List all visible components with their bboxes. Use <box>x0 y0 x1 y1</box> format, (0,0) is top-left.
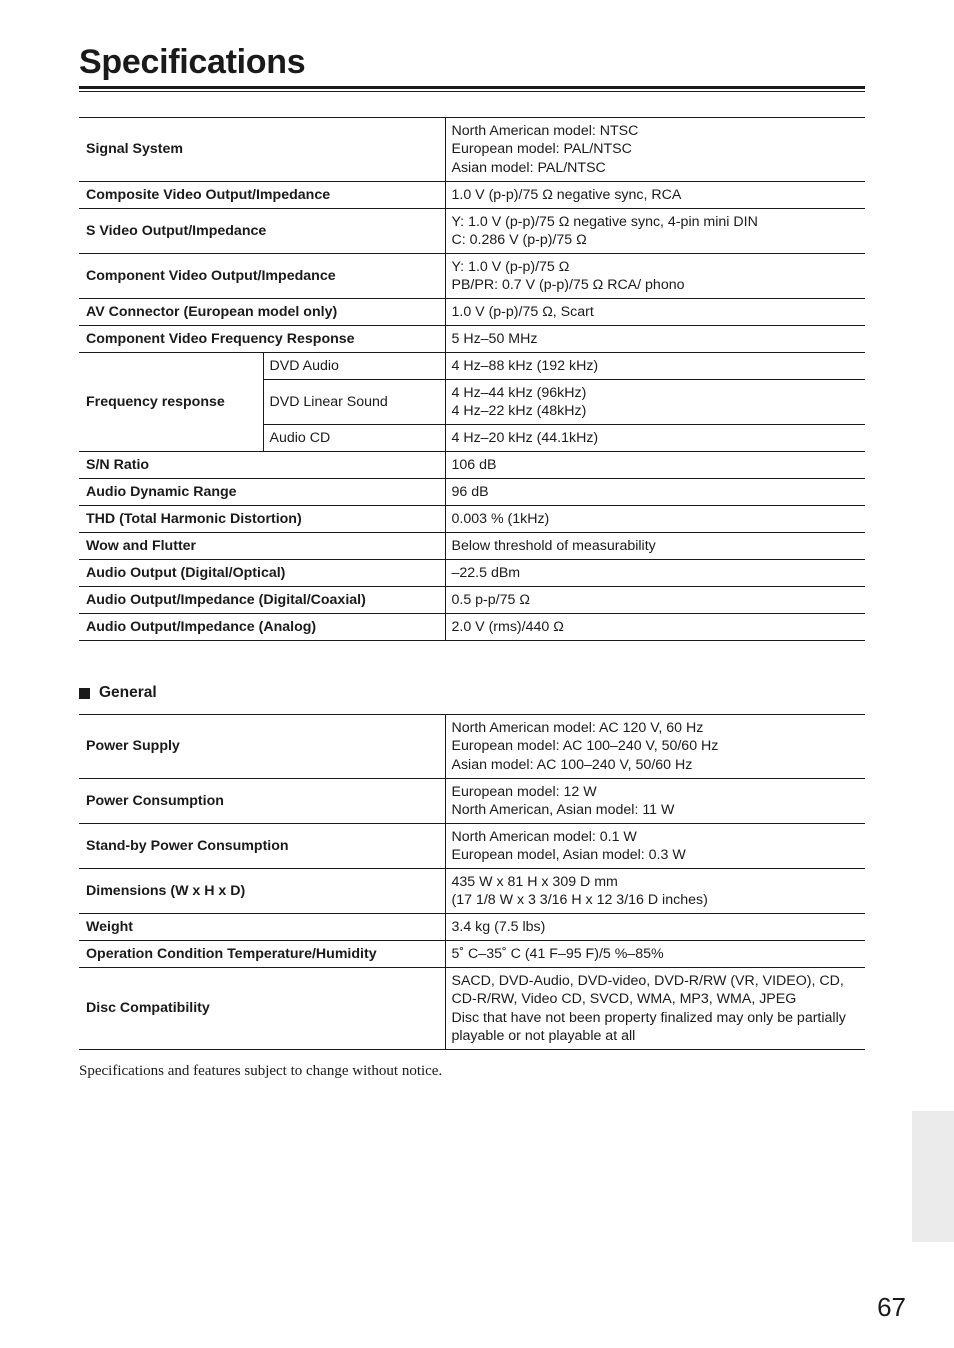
spec-row <box>79 118 865 182</box>
spec-value <box>445 869 865 914</box>
spec-value <box>445 968 865 1050</box>
spec-value <box>445 587 865 614</box>
spec-row <box>79 254 865 299</box>
spec-value-line: 4 Hz–20 kHz (44.1kHz) <box>451 429 599 446</box>
spec-label: AV Connector (European model only) <box>79 299 445 326</box>
spec-value-line: 5˚ C–35˚ C (41 F–95 F)/5 %–85% <box>451 945 664 962</box>
title-rule <box>79 86 865 92</box>
spec-value <box>445 209 865 254</box>
general-specifications-table <box>79 714 865 1050</box>
spec-value-line: 4 Hz–22 kHz (48kHz) <box>451 403 587 419</box>
spec-label: Weight <box>79 914 445 941</box>
spec-label: Component Video Frequency Response <box>79 326 445 353</box>
spec-value-line: 4 Hz–44 kHz (96kHz) <box>451 384 587 401</box>
spec-label: Signal System <box>79 118 445 182</box>
spec-value-line: –22.5 dBm <box>451 564 521 581</box>
spec-label: Audio Output/Impedance (Analog) <box>79 614 445 641</box>
spec-row <box>79 326 865 353</box>
spec-label: Power Consumption <box>79 779 445 824</box>
spec-value-line: European model, Asian model: 0.3 W <box>451 847 686 863</box>
spec-value-line: C: 0.286 V (p-p)/75 Ω <box>451 232 587 248</box>
spec-row <box>79 182 865 209</box>
spec-row <box>79 299 865 326</box>
spec-value-line: SACD, DVD-Audio, DVD-video, DVD-R/RW (VR, VIDEO), CD, <box>451 973 844 990</box>
spec-value-line: Disc that have not been property finalized may only be partially <box>451 1009 846 1026</box>
spec-label: Audio Dynamic Range <box>79 479 445 506</box>
spec-value <box>445 506 865 533</box>
spec-value-line: 4 Hz–88 kHz (192 kHz) <box>451 357 599 374</box>
spec-value-line: Below threshold of measurability <box>451 537 656 554</box>
spec-value-line: 0.003 % (1kHz) <box>451 510 550 527</box>
spec-value-line: CD-R/RW, Video CD, SVCD, WMA, MP3, WMA, JPEG <box>451 991 797 1008</box>
spec-label: S Video Output/Impedance <box>79 209 445 254</box>
spec-row <box>79 715 865 779</box>
general-section-heading <box>79 683 157 703</box>
spec-label: Frequency response <box>79 353 263 452</box>
spec-value-line: (17 1/8 W x 3 3/16 H x 12 3/16 D inches) <box>451 892 708 908</box>
footnote: Specifications and features subject to change without notice. <box>79 1063 443 1079</box>
spec-value <box>445 118 865 182</box>
spec-value <box>445 533 865 560</box>
spec-row <box>79 914 865 941</box>
spec-value <box>445 914 865 941</box>
spec-value <box>445 425 865 452</box>
page-title: Specifications <box>79 43 306 81</box>
spec-value <box>445 182 865 209</box>
spec-value <box>445 779 865 824</box>
spec-value-line: North American model: NTSC <box>451 123 639 140</box>
spec-value-line: Y: 1.0 V (p-p)/75 Ω <box>451 258 570 275</box>
spec-row <box>79 533 865 560</box>
spec-value <box>445 560 865 587</box>
spec-value-line: Asian model: PAL/NTSC <box>451 159 606 176</box>
spec-row <box>79 779 865 824</box>
spec-value-line: European model: AC 100–240 V, 50/60 Hz <box>451 738 719 755</box>
spec-value-line: North American model: AC 120 V, 60 Hz <box>451 720 704 737</box>
spec-value-line: PB/PR: 0.7 V (p-p)/75 Ω RCA/ phono <box>451 277 685 293</box>
spec-label: Component Video Output/Impedance <box>79 254 445 299</box>
spec-row <box>79 968 865 1050</box>
spec-sub-label: Audio CD <box>263 425 445 452</box>
spec-label: Power Supply <box>79 715 445 779</box>
spec-value-line: playable or not playable at all <box>451 1027 636 1044</box>
spec-value-line: European model: 12 W <box>451 783 597 800</box>
spec-value <box>445 254 865 299</box>
spec-row <box>79 353 865 380</box>
spec-value-line: European model: PAL/NTSC <box>451 141 632 158</box>
spec-value-line: 5 Hz–50 MHz <box>451 330 538 347</box>
square-bullet-icon <box>79 688 90 699</box>
spec-sub-label: DVD Audio <box>263 353 445 380</box>
spec-value <box>445 614 865 641</box>
spec-value-line: 435 W x 81 H x 309 D mm <box>451 873 618 890</box>
spec-label: Stand-by Power Consumption <box>79 824 445 869</box>
spec-value-line: North American model: 0.1 W <box>451 828 637 845</box>
spec-label: Wow and Flutter <box>79 533 445 560</box>
spec-row <box>79 824 865 869</box>
spec-row <box>79 587 865 614</box>
spec-value <box>445 380 865 425</box>
spec-value-line: 106 dB <box>451 456 497 473</box>
spec-label: Dimensions (W x H x D) <box>79 869 445 914</box>
side-tab <box>912 1111 954 1242</box>
spec-row <box>79 506 865 533</box>
spec-label: S/N Ratio <box>79 452 445 479</box>
spec-value-line: 96 dB <box>451 483 489 500</box>
spec-row <box>79 614 865 641</box>
general-heading-text: General <box>99 684 157 701</box>
spec-label: Operation Condition Temperature/Humidity <box>79 941 445 968</box>
spec-value-line: 1.0 V (p-p)/75 Ω negative sync, RCA <box>451 186 682 203</box>
spec-value-line: 1.0 V (p-p)/75 Ω, Scart <box>451 303 594 320</box>
spec-value <box>445 353 865 380</box>
spec-value-line: North American, Asian model: 11 W <box>451 802 675 818</box>
specifications-table <box>79 117 865 641</box>
spec-label: THD (Total Harmonic Distortion) <box>79 506 445 533</box>
spec-value <box>445 299 865 326</box>
spec-value-line: Y: 1.0 V (p-p)/75 Ω negative sync, 4-pin mini DIN <box>451 213 758 230</box>
spec-value-line: 3.4 kg (7.5 lbs) <box>451 918 546 935</box>
spec-value <box>445 941 865 968</box>
spec-row <box>79 479 865 506</box>
spec-value-line: Asian model: AC 100–240 V, 50/60 Hz <box>451 756 693 773</box>
spec-value <box>445 824 865 869</box>
spec-row <box>79 869 865 914</box>
spec-label: Audio Output (Digital/Optical) <box>79 560 445 587</box>
spec-label: Disc Compatibility <box>79 968 445 1050</box>
spec-label: Audio Output/Impedance (Digital/Coaxial) <box>79 587 445 614</box>
spec-row <box>79 560 865 587</box>
spec-value <box>445 326 865 353</box>
spec-row <box>79 452 865 479</box>
spec-value <box>445 452 865 479</box>
spec-value-line: 0.5 p-p/75 Ω <box>451 591 530 608</box>
spec-value <box>445 715 865 779</box>
page-number: 67 <box>877 1292 906 1322</box>
spec-value <box>445 479 865 506</box>
spec-row <box>79 209 865 254</box>
spec-row <box>79 941 865 968</box>
spec-sub-label: DVD Linear Sound <box>263 380 445 425</box>
spec-value-line: 2.0 V (rms)/440 Ω <box>451 618 564 635</box>
spec-label: Composite Video Output/Impedance <box>79 182 445 209</box>
